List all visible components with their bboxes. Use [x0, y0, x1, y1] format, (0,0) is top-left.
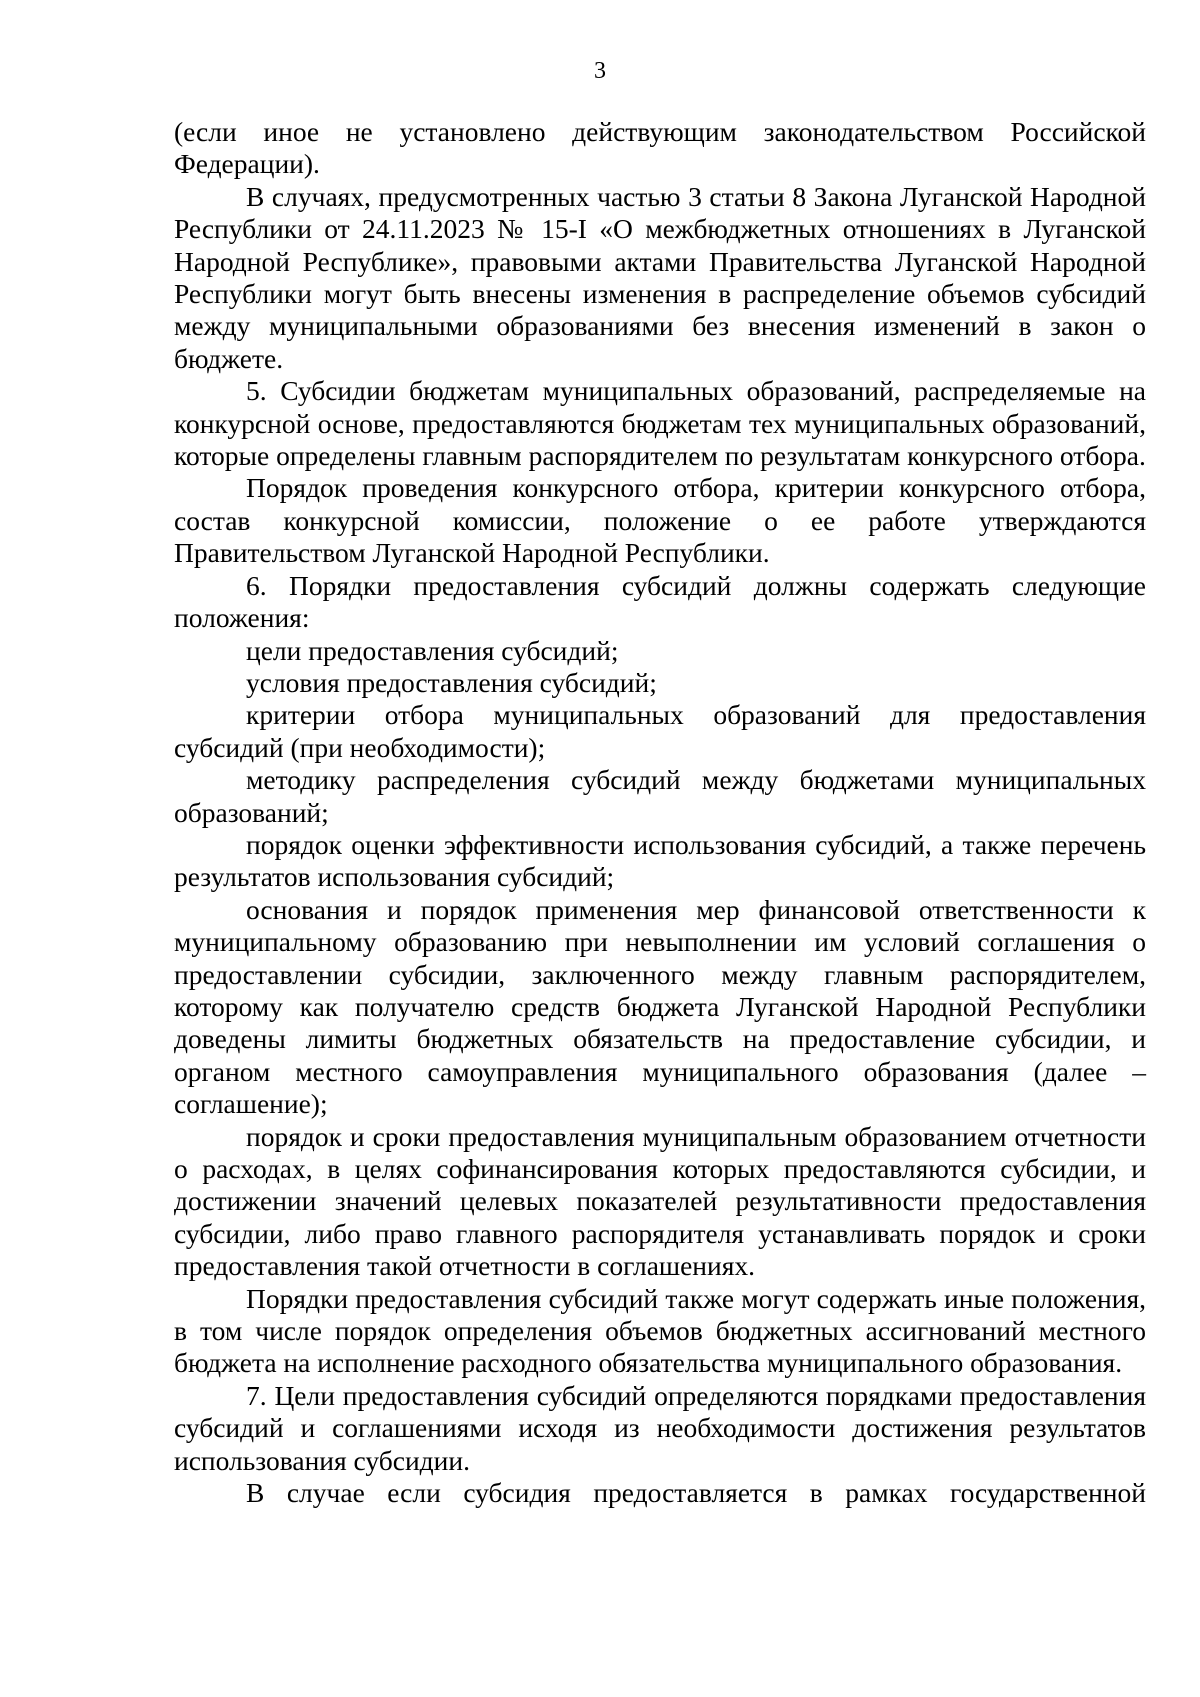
list-item: критерии отбора муниципальных образований для предоставления субсидий (при необходимости); — [174, 699, 1146, 763]
paragraph: В случаях, предусмотренных частью 3 статьи 8 Закона Луганской Народной Республики от 24.11.2023 № 15-I «О межбюджетных отношениях в Луганской Народной Республике», правовыми актами Правительства Луганской Народной Республики могут быть внесены изменения в распределение объемов субсидий между муниципальными образованиями без внесения изменений в закон о бюджете. — [174, 180, 1146, 374]
page-number: 3 — [594, 58, 606, 84]
list-item: цели предоставления субсидий; — [246, 634, 619, 666]
list-item: условия предоставления субсидий; — [246, 666, 657, 698]
paragraph: Порядок проведения конкурсного отбора, критерии конкурсного отбора, состав конкурсной комиссии, положение о ее работе утверждаются Правительством Луганской Народной Республики. — [174, 472, 1146, 569]
list-item: методику распределения субсидий между бюджетами муниципальных образований; — [174, 764, 1146, 828]
paragraph: Порядки предоставления субсидий также могут содержать иные положения, в том числе порядок определения объемов бюджетных ассигнований местного бюджета на исполнение расходного обязательства муниципального образования. — [174, 1282, 1146, 1379]
list-item: основания и порядок применения мер финансовой ответственности к муниципальному образованию при невыполнении им условий соглашения о предоставлении субсидии, заключенного между главным распорядителем, которому как получателю средств бюджета Луганской Народной Республики доведены лимиты бюджетных обязательств на предоставление субсидии, и органом местного самоуправления муниципального образования (далее – соглашение); — [174, 893, 1146, 1120]
paragraph: (если иное не установлено действующим законодательством Российской Федерации). — [174, 116, 1146, 180]
paragraph: В случае если субсидия предоставляется в рамках государственной — [246, 1477, 1146, 1509]
list-item: порядок оценки эффективности использования субсидий, а также перечень результатов использования субсидий; — [174, 828, 1146, 893]
list-item: порядок и сроки предоставления муниципальным образованием отчетности о расходах, в целях софинансирования которых предоставляются субсидии, и достижении значений целевых показателей результативности предоставления субсидии, либо право главного распорядителя устанавливать порядок и сроки предоставления такой отчетности в соглашениях. — [174, 1120, 1146, 1282]
paragraph: 6. Порядки предоставления субсидий должны содержать следующие положения: — [174, 569, 1146, 634]
document-body — [174, 116, 1146, 1509]
paragraph: 5. Субсидии бюджетам муниципальных образований, распределяемые на конкурсной основе, предоставляются бюджетам тех муниципальных образований, которые определены главным распорядителем по результатам конкурсного отбора. — [174, 375, 1146, 472]
paragraph: 7. Цели предоставления субсидий определяются порядками предоставления субсидий и соглашениями исходя из необходимости достижения результатов использования субсидии. — [174, 1379, 1146, 1476]
